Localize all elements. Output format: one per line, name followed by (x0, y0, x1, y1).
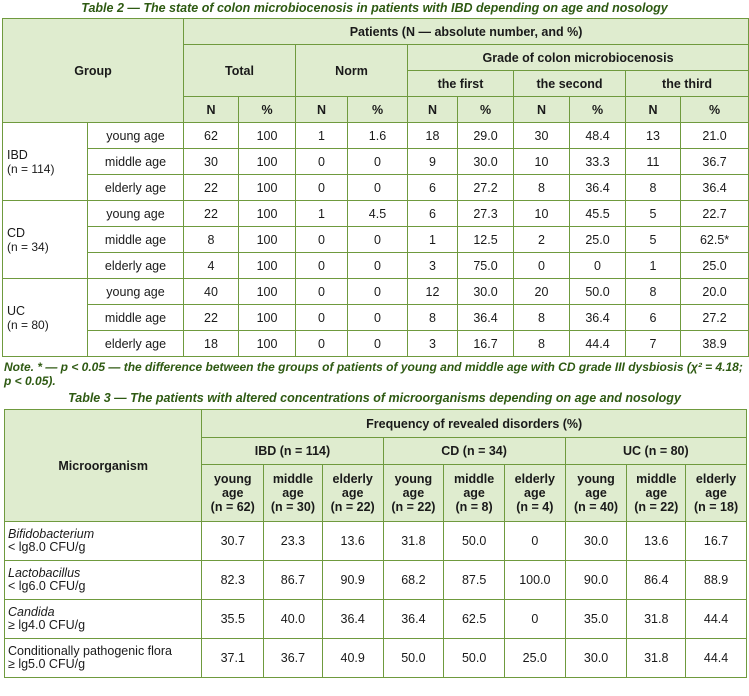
value-cell: 9 (408, 149, 458, 175)
value-cell: 100 (239, 149, 296, 175)
value-cell: 100.0 (504, 561, 565, 600)
value-cell: 36.4 (458, 305, 514, 331)
cd-header: CD (n = 34) (383, 438, 565, 465)
norm-header: Norm (296, 45, 408, 97)
age-cell: elderly age (88, 253, 184, 279)
patients-header: Patients (N — absolute number, and %) (184, 19, 749, 45)
microorganism-name: Bifidobacterium (8, 527, 95, 541)
age-subgroup-header (565, 465, 627, 522)
value-cell: 18 (184, 331, 239, 357)
value-cell: 50.0 (383, 639, 444, 678)
age-subgroup-header (202, 465, 264, 522)
age-cell: young age (88, 201, 184, 227)
age-subgroup-line: (n = 62) (210, 500, 255, 514)
value-cell: 48.4 (570, 123, 626, 149)
table-row (3, 305, 749, 331)
value-cell: 8 (514, 175, 570, 201)
value-cell: 7 (626, 331, 681, 357)
value-cell: 62.5 (444, 600, 505, 639)
n-header: N (184, 97, 239, 123)
value-cell: 10 (514, 149, 570, 175)
table3-caption: Table 3 — The patients with altered concentrations of microorganisms depending on age and nosology (68, 391, 681, 405)
value-cell: 13.6 (322, 522, 383, 561)
value-cell: 1.6 (348, 123, 408, 149)
concentration-threshold: < lg6.0 CFU/g (8, 579, 86, 593)
age-subgroup-header (322, 465, 383, 522)
table-row (3, 175, 749, 201)
value-cell: 0 (348, 149, 408, 175)
age-subgroup-line: (n = 22) (634, 500, 679, 514)
value-cell: 30.7 (202, 522, 264, 561)
value-cell: 0 (348, 253, 408, 279)
age-subgroup-header (383, 465, 444, 522)
value-cell: 22.7 (681, 201, 749, 227)
value-cell: 40.9 (322, 639, 383, 678)
value-cell: 50.0 (444, 522, 505, 561)
value-cell: 25.0 (681, 253, 749, 279)
age-cell: middle age (88, 149, 184, 175)
value-cell: 27.2 (458, 175, 514, 201)
value-cell: 36.4 (681, 175, 749, 201)
uc-header: UC (n = 80) (565, 438, 746, 465)
age-subgroup-line: young (394, 472, 433, 486)
grade-first-header: the first (408, 71, 514, 97)
microorganism-name: Candida (8, 605, 55, 619)
age-subgroup-header (264, 465, 323, 522)
group-cell (3, 123, 88, 201)
value-cell: 18 (408, 123, 458, 149)
value-cell: 4.5 (348, 201, 408, 227)
value-cell: 22 (184, 201, 239, 227)
microorganism-cell (5, 639, 202, 678)
value-cell: 100 (239, 331, 296, 357)
group-name: CD (7, 225, 26, 240)
value-cell: 40.0 (264, 600, 323, 639)
concentration-threshold: < lg8.0 CFU/g (8, 540, 86, 554)
value-cell: 2 (514, 227, 570, 253)
value-cell: 1 (296, 201, 348, 227)
value-cell: 20.0 (681, 279, 749, 305)
table2 (2, 18, 749, 357)
age-subgroup-line: age (645, 486, 668, 500)
value-cell: 16.7 (686, 522, 747, 561)
concentration-threshold: ≥ lg4.0 CFU/g (8, 618, 86, 632)
age-subgroup-line: age (221, 486, 244, 500)
percent-header: % (348, 97, 408, 123)
value-cell: 35.0 (565, 600, 627, 639)
value-cell: 100 (239, 123, 296, 149)
value-cell: 90.9 (322, 561, 383, 600)
value-cell: 0 (348, 227, 408, 253)
value-cell: 100 (239, 227, 296, 253)
value-cell: 44.4 (570, 331, 626, 357)
value-cell: 4 (184, 253, 239, 279)
table-row (3, 201, 749, 227)
table-row (3, 149, 749, 175)
value-cell: 8 (408, 305, 458, 331)
table2-note: Note. * — p < 0.05 — the difference between the groups of patients of young and middle age with CD grade III dysbiosis (χ² = 4.18; p < 0.05). (4, 360, 743, 388)
value-cell: 8 (626, 279, 681, 305)
age-subgroup-line: age (402, 486, 425, 500)
value-cell: 31.8 (627, 639, 686, 678)
value-cell: 0 (296, 227, 348, 253)
value-cell: 27.3 (458, 201, 514, 227)
value-cell: 6 (408, 175, 458, 201)
value-cell: 5 (626, 201, 681, 227)
age-subgroup-line: (n = 22) (391, 500, 436, 514)
total-header: Total (184, 45, 296, 97)
value-cell: 100 (239, 175, 296, 201)
value-cell: 36.4 (383, 600, 444, 639)
age-subgroup-line: elderly (514, 472, 555, 486)
value-cell: 30.0 (458, 149, 514, 175)
value-cell: 0 (296, 175, 348, 201)
value-cell: 11 (626, 149, 681, 175)
value-cell: 6 (626, 305, 681, 331)
value-cell: 0 (570, 253, 626, 279)
microorganism-cell (5, 561, 202, 600)
group-count: (n = 34) (7, 239, 49, 254)
group-cell (3, 201, 88, 279)
age-subgroup-line: middle (453, 472, 495, 486)
value-cell: 35.5 (202, 600, 264, 639)
value-cell: 36.7 (681, 149, 749, 175)
microorganism-name: Conditionally pathogenic flora (8, 644, 172, 658)
percent-header: % (570, 97, 626, 123)
value-cell: 30.0 (565, 522, 627, 561)
value-cell: 1 (296, 123, 348, 149)
value-cell: 23.3 (264, 522, 323, 561)
group-count: (n = 80) (7, 317, 49, 332)
age-subgroup-line: (n = 30) (270, 500, 316, 514)
age-subgroup-line: age (341, 486, 364, 500)
microorganism-cell (5, 522, 202, 561)
value-cell: 88.9 (686, 561, 747, 600)
value-cell: 100 (239, 279, 296, 305)
value-cell: 25.0 (504, 639, 565, 678)
value-cell: 50.0 (570, 279, 626, 305)
value-cell: 62.5* (681, 227, 749, 253)
microorganism-name: Lactobacillus (8, 566, 81, 580)
value-cell: 100 (239, 253, 296, 279)
age-subgroup-header (686, 465, 747, 522)
frequency-header: Frequency of revealed disorders (%) (202, 410, 747, 438)
n-header: N (408, 97, 458, 123)
value-cell: 1 (626, 253, 681, 279)
concentration-threshold: ≥ lg5.0 CFU/g (8, 657, 86, 671)
age-cell: young age (88, 279, 184, 305)
microorganism-header: Microorganism (5, 410, 202, 522)
value-cell: 62 (184, 123, 239, 149)
value-cell: 8 (626, 175, 681, 201)
value-cell: 30.0 (565, 639, 627, 678)
table-row (3, 227, 749, 253)
value-cell: 5 (626, 227, 681, 253)
value-cell: 50.0 (444, 639, 505, 678)
value-cell: 90.0 (565, 561, 627, 600)
value-cell: 87.5 (444, 561, 505, 600)
age-cell: middle age (88, 227, 184, 253)
age-cell: elderly age (88, 331, 184, 357)
age-subgroup-header (627, 465, 686, 522)
value-cell: 25.0 (570, 227, 626, 253)
age-subgroup-line: young (213, 472, 252, 486)
value-cell: 3 (408, 253, 458, 279)
table3 (4, 409, 747, 678)
age-subgroup-line: (n = 18) (694, 500, 739, 514)
value-cell: 31.8 (627, 600, 686, 639)
table-row (5, 522, 747, 561)
table-row (3, 331, 749, 357)
table2-caption: Table 2 — The state of colon microbiocenosis in patients with IBD depending on age and nosology (81, 1, 668, 15)
n-header: N (626, 97, 681, 123)
age-subgroup-line: age (705, 486, 727, 500)
grade-second-header: the second (514, 71, 626, 97)
value-cell: 30 (184, 149, 239, 175)
value-cell: 75.0 (458, 253, 514, 279)
value-cell: 45.5 (570, 201, 626, 227)
age-cell: middle age (88, 305, 184, 331)
value-cell: 36.4 (322, 600, 383, 639)
age-subgroup-line: age (585, 486, 607, 500)
grade-header: Grade of colon microbiocenosis (408, 45, 749, 71)
age-subgroup-line: age (463, 486, 485, 500)
value-cell: 0 (296, 331, 348, 357)
value-cell: 0 (504, 600, 565, 639)
value-cell: 86.7 (264, 561, 323, 600)
value-cell: 0 (296, 305, 348, 331)
value-cell: 37.1 (202, 639, 264, 678)
value-cell: 0 (296, 279, 348, 305)
age-subgroup-line: (n = 4) (516, 500, 554, 514)
value-cell: 8 (184, 227, 239, 253)
ibd-header: IBD (n = 114) (202, 438, 383, 465)
value-cell: 0 (504, 522, 565, 561)
value-cell: 68.2 (383, 561, 444, 600)
value-cell: 82.3 (202, 561, 264, 600)
value-cell: 0 (348, 175, 408, 201)
age-cell: young age (88, 123, 184, 149)
value-cell: 0 (348, 305, 408, 331)
percent-header: % (239, 97, 296, 123)
age-subgroup-line: (n = 40) (573, 500, 619, 514)
value-cell: 1 (408, 227, 458, 253)
value-cell: 13.6 (627, 522, 686, 561)
value-cell: 40 (184, 279, 239, 305)
group-name: IBD (7, 147, 28, 162)
age-subgroup-line: elderly (332, 472, 373, 486)
n-header: N (514, 97, 570, 123)
age-subgroup-line: elderly (695, 472, 737, 486)
age-subgroup-header (504, 465, 565, 522)
value-cell: 3 (408, 331, 458, 357)
age-cell: elderly age (88, 175, 184, 201)
value-cell: 0 (348, 279, 408, 305)
age-subgroup-header (444, 465, 505, 522)
value-cell: 16.7 (458, 331, 514, 357)
age-subgroup-line: age (282, 486, 304, 500)
value-cell: 0 (514, 253, 570, 279)
age-subgroup-line: middle (636, 472, 677, 486)
value-cell: 33.3 (570, 149, 626, 175)
grade-third-header: the third (626, 71, 749, 97)
value-cell: 86.4 (627, 561, 686, 600)
n-header: N (296, 97, 348, 123)
value-cell: 0 (348, 331, 408, 357)
table-row (3, 253, 749, 279)
age-subgroup-line: (n = 22) (330, 500, 375, 514)
age-subgroup-line: (n = 8) (455, 500, 493, 514)
value-cell: 0 (296, 149, 348, 175)
age-subgroup-line: age (524, 486, 546, 500)
table-row (3, 279, 749, 305)
value-cell: 29.0 (458, 123, 514, 149)
group-count: (n = 114) (7, 161, 55, 176)
percent-header: % (681, 97, 749, 123)
value-cell: 12.5 (458, 227, 514, 253)
table-row (5, 561, 747, 600)
value-cell: 8 (514, 305, 570, 331)
value-cell: 100 (239, 201, 296, 227)
age-subgroup-line: middle (272, 472, 314, 486)
value-cell: 36.4 (570, 175, 626, 201)
value-cell: 10 (514, 201, 570, 227)
table-row (5, 600, 747, 639)
value-cell: 31.8 (383, 522, 444, 561)
value-cell: 6 (408, 201, 458, 227)
value-cell: 36.4 (570, 305, 626, 331)
group-name: UC (7, 303, 26, 318)
value-cell: 21.0 (681, 123, 749, 149)
value-cell: 12 (408, 279, 458, 305)
percent-header: % (458, 97, 514, 123)
group-header: Group (3, 19, 184, 123)
table-row (5, 639, 747, 678)
value-cell: 36.7 (264, 639, 323, 678)
value-cell: 100 (239, 305, 296, 331)
age-subgroup-line: young (577, 472, 615, 486)
value-cell: 30 (514, 123, 570, 149)
table-row (3, 123, 749, 149)
value-cell: 20 (514, 279, 570, 305)
value-cell: 22 (184, 175, 239, 201)
value-cell: 27.2 (681, 305, 749, 331)
value-cell: 38.9 (681, 331, 749, 357)
group-cell (3, 279, 88, 357)
microorganism-cell (5, 600, 202, 639)
value-cell: 0 (296, 253, 348, 279)
value-cell: 13 (626, 123, 681, 149)
value-cell: 8 (514, 331, 570, 357)
value-cell: 22 (184, 305, 239, 331)
value-cell: 44.4 (686, 639, 747, 678)
value-cell: 44.4 (686, 600, 747, 639)
value-cell: 30.0 (458, 279, 514, 305)
